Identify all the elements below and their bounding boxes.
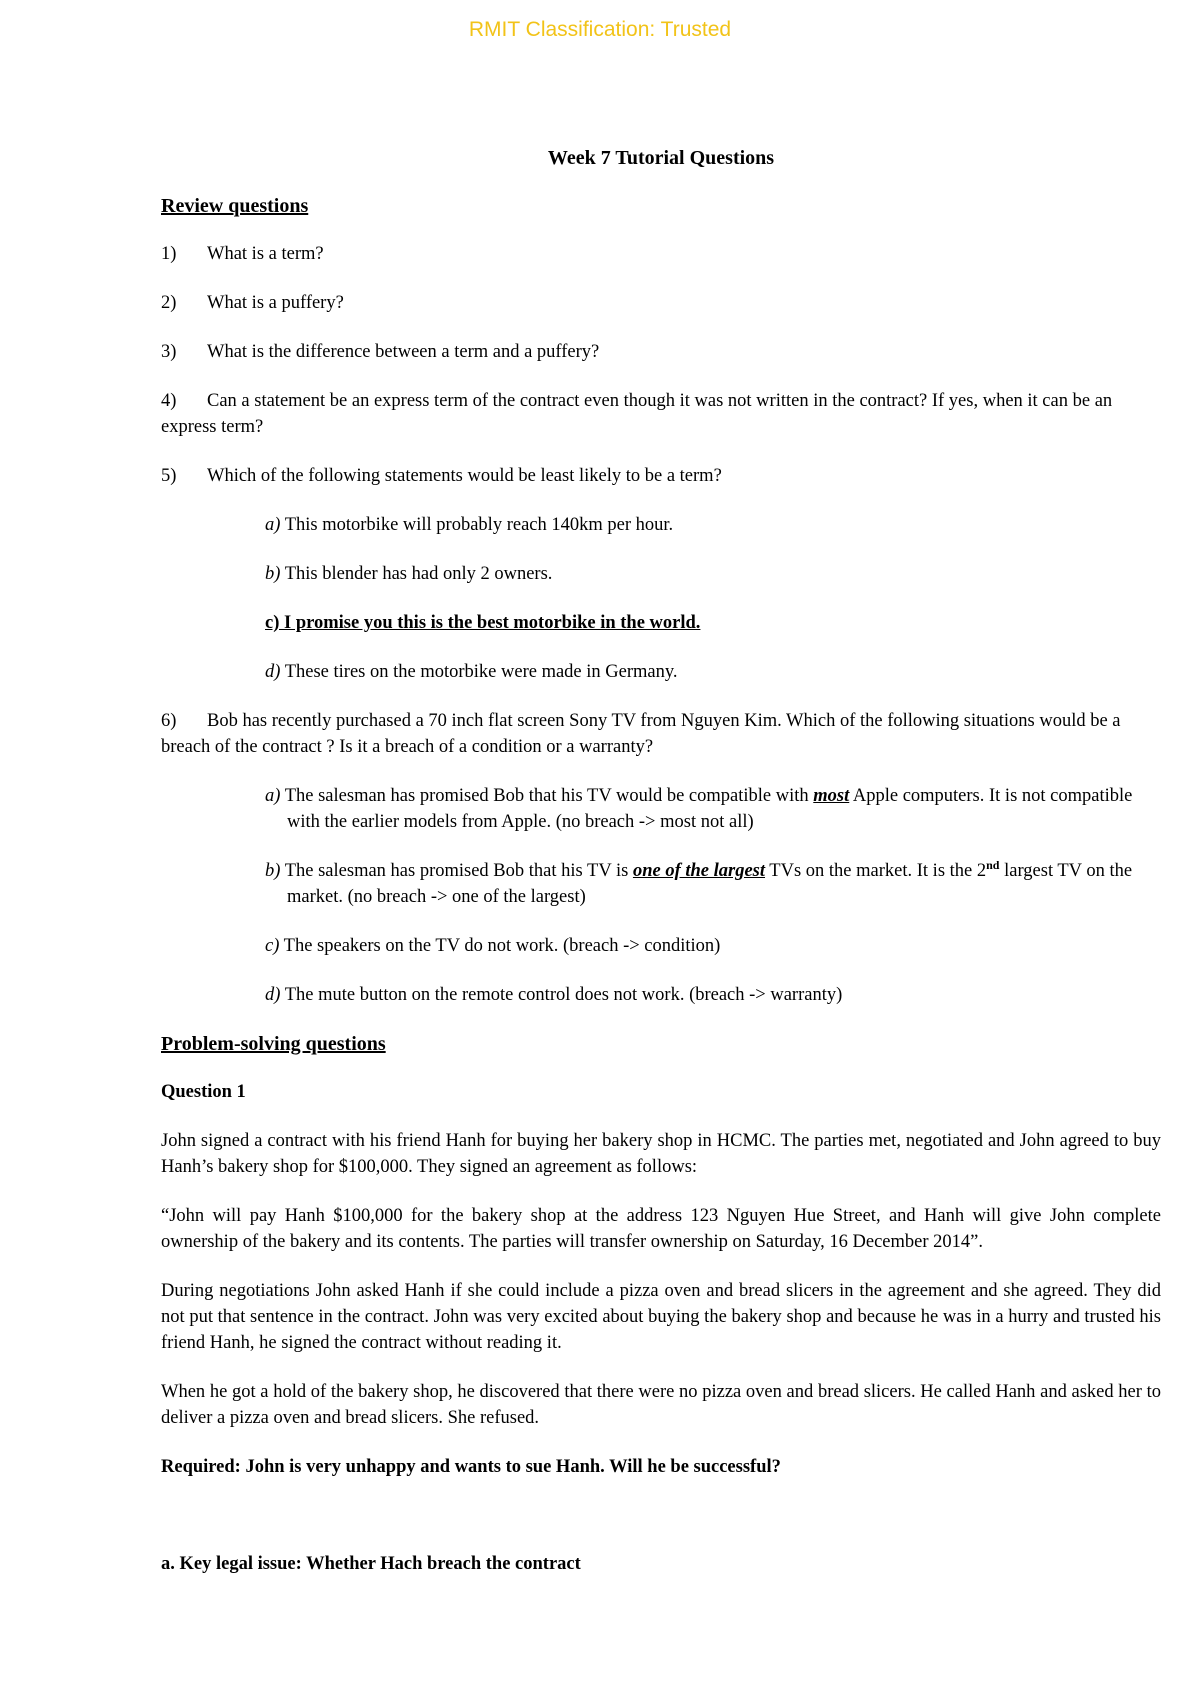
- question-text: What is a term?: [207, 244, 324, 264]
- option-letter: a): [265, 786, 281, 806]
- key-legal-issue: a. Key legal issue: Whether Hach breach the contract: [161, 1554, 581, 1574]
- question-text: Which of the following statements would be least likely to be a term?: [207, 466, 722, 486]
- option-text-post: Apple computers. It is not compatible with the earlier models from Apple. (no breach -> most not all): [287, 786, 1133, 832]
- option-emphasis: most: [813, 786, 850, 806]
- review-question-2: [161, 290, 1161, 316]
- question-text: Can a statement be an express term of the contract even though it was not written in the contract? If yes, when it can be an express term?: [161, 391, 1113, 437]
- q6-option-c: [265, 933, 1161, 959]
- required-statement: Required: John is very unhappy and wants to sue Hanh. Will he be successful?: [161, 1457, 781, 1477]
- question-number: 3): [161, 342, 177, 362]
- option-text: This motorbike will probably reach 140km per hour.: [284, 515, 674, 535]
- option-text: The speakers on the TV do not work. (breach -> condition): [283, 936, 721, 956]
- question-text: What is the difference between a term and a puffery?: [207, 342, 600, 362]
- option-letter: b): [265, 861, 281, 881]
- option-letter: d): [265, 985, 281, 1005]
- problem-paragraph-3: During negotiations John asked Hanh if she could include a pizza oven and bread slicers in the agreement and she agreed. They did not put that sentence in the contract. John was very excited about buying the bakery shop and because he was in a hurry and trusted his friend Hanh, he signed the contract without reading it.: [161, 1281, 1161, 1353]
- q5-option-d: [265, 659, 1161, 685]
- spacer: [161, 1503, 1161, 1551]
- problem-heading: Problem-solving questions: [161, 1033, 386, 1055]
- review-heading: Review questions: [161, 195, 309, 217]
- question-number: 5): [161, 466, 177, 486]
- q6-option-d: [265, 982, 1161, 1008]
- q6-option-a: [265, 783, 1161, 835]
- problem-paragraph-2: “John will pay Hanh $100,000 for the bakery shop at the address 123 Nguyen Hue Street, and Hanh will give John complete ownership of the bakery and its contents. The parties will transfer ownership on Saturday, 16 December 2014”.: [161, 1206, 1161, 1252]
- review-question-3: [161, 339, 1161, 365]
- review-question-4: [161, 388, 1161, 440]
- q5-option-a: [265, 512, 1161, 538]
- classification-label: RMIT Classification: Trusted: [468, 18, 732, 41]
- ordinal-suffix: nd: [986, 857, 1000, 872]
- option-letter: c): [265, 936, 280, 956]
- review-question-5: [161, 463, 1161, 489]
- problem-paragraph-4: When he got a hold of the bakery shop, he discovered that there were no pizza oven and bread slicers. He called Hanh and asked her to deliver a pizza oven and bread slicers. She refused.: [161, 1382, 1161, 1428]
- option-text-pre: The salesman has promised Bob that his TV is: [284, 861, 633, 881]
- question-text: What is a puffery?: [207, 293, 344, 313]
- page-title: Week 7 Tutorial Questions: [547, 147, 775, 169]
- option-text-answer: c) I promise you this is the best motorbike in the world.: [265, 613, 701, 633]
- question-label: Question 1: [161, 1082, 246, 1102]
- q6-option-b: [265, 858, 1161, 910]
- option-letter: a): [265, 515, 281, 535]
- option-text-post: largest TV on the market. (no breach -> one of the largest): [287, 861, 1133, 907]
- question-number: 4): [161, 391, 177, 411]
- problem-paragraph-1: John signed a contract with his friend Hanh for buying her bakery shop in HCMC. The parties met, negotiated and John agreed to buy Hanh’s bakery shop for $100,000. They signed an agreement as follows:: [161, 1131, 1161, 1177]
- option-letter: d): [265, 662, 281, 682]
- question-text: Bob has recently purchased a 70 inch flat screen Sony TV from Nguyen Kim. Which of the following situations would be a breach of the contract ? Is it a breach of a condition or a warranty?: [161, 711, 1121, 757]
- review-question-1: [161, 241, 1161, 267]
- option-text: These tires on the motorbike were made in Germany.: [284, 662, 678, 682]
- option-text: This blender has had only 2 owners.: [284, 564, 553, 584]
- review-question-6: [161, 708, 1161, 760]
- option-text-mid: TVs on the market. It is the 2: [765, 861, 987, 881]
- option-text-pre: The salesman has promised Bob that his TV would be compatible with: [284, 786, 814, 806]
- document-body: [161, 145, 1161, 1600]
- q5-option-c: [265, 610, 1161, 636]
- option-letter: b): [265, 564, 281, 584]
- question-number: 1): [161, 244, 177, 264]
- question-number: 2): [161, 293, 177, 313]
- option-text: The mute button on the remote control does not work. (breach -> warranty): [284, 985, 843, 1005]
- q5-option-b: [265, 561, 1161, 587]
- option-emphasis: one of the largest: [632, 861, 766, 881]
- question-number: 6): [161, 711, 177, 731]
